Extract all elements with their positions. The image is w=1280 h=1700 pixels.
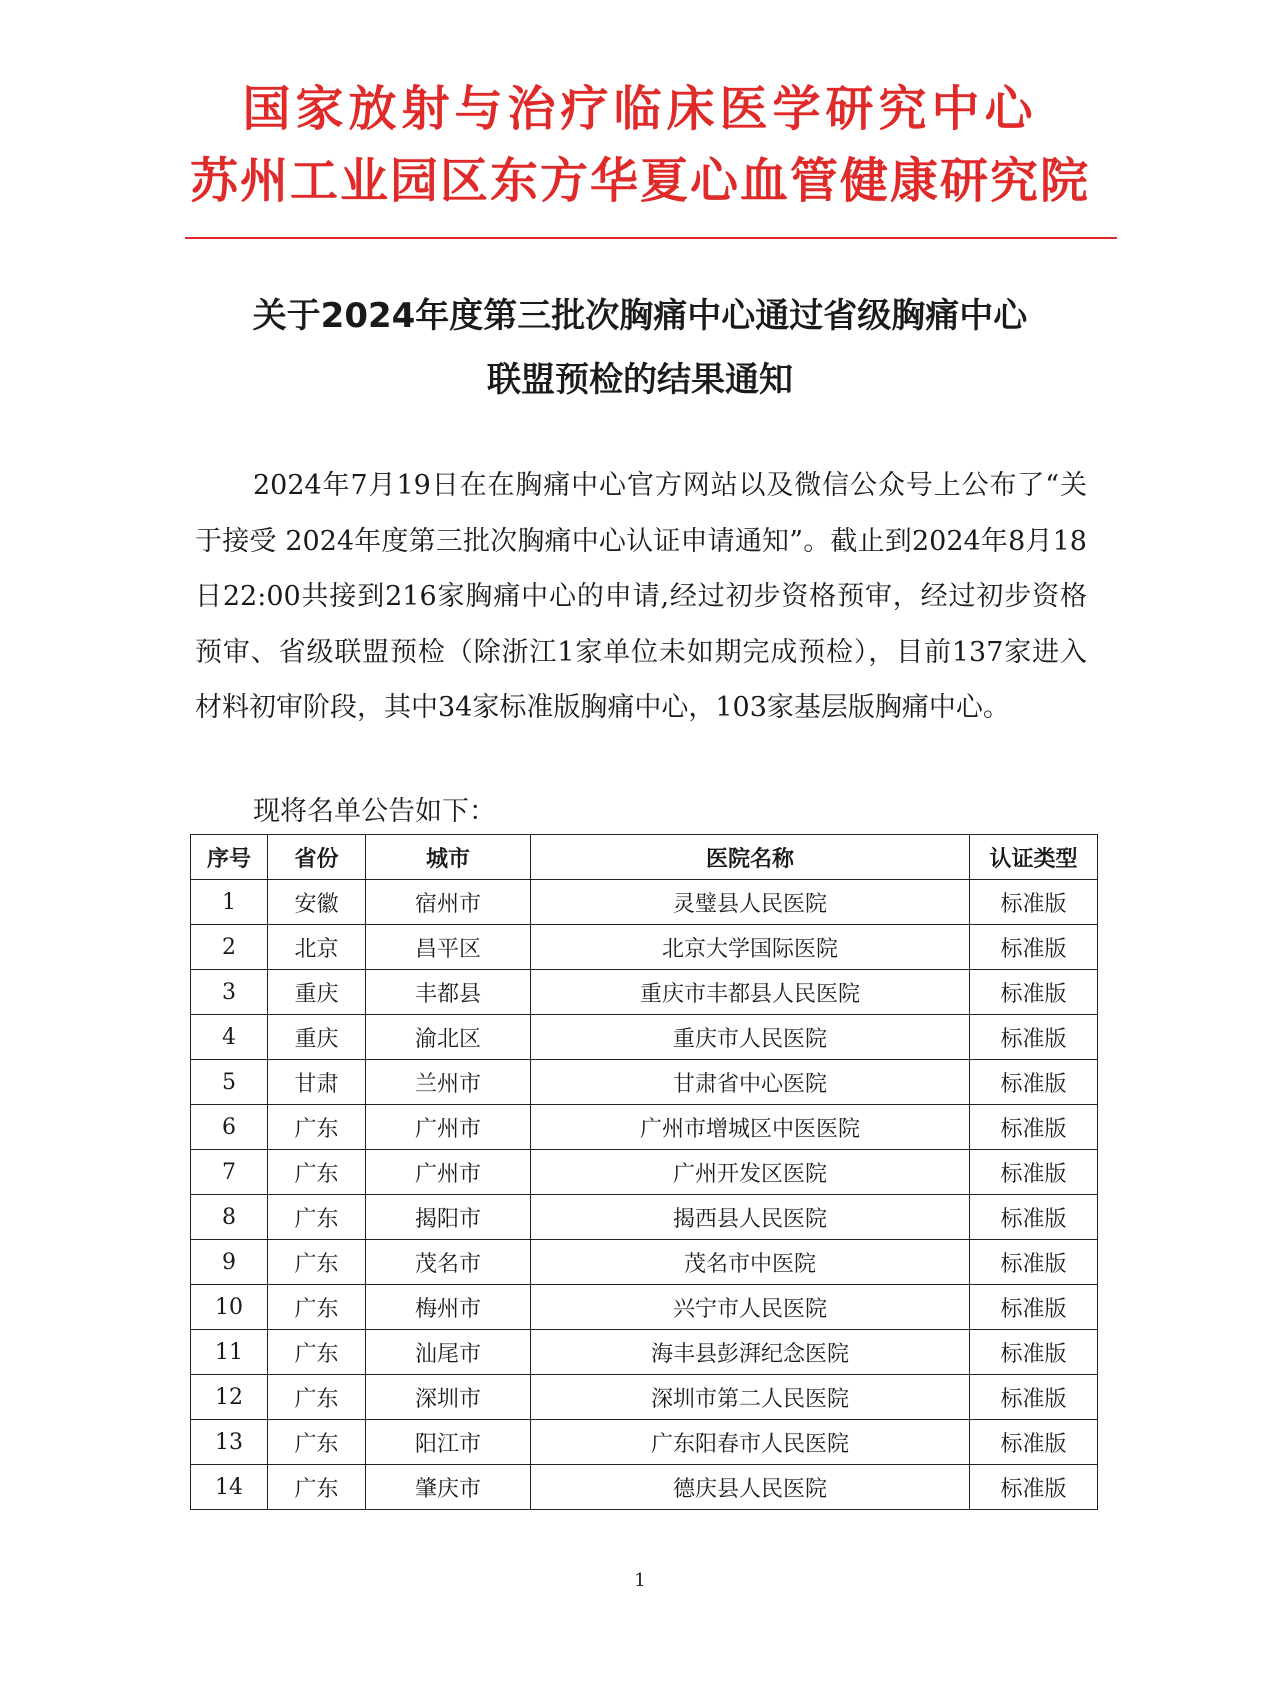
cell-city: 汕尾市	[366, 1330, 531, 1375]
table-header-row	[191, 835, 1098, 880]
header-cell-province: 省份	[268, 835, 366, 880]
cell-hospital: 海丰县彭湃纪念医院	[531, 1330, 970, 1375]
cell-city: 广州市	[366, 1150, 531, 1195]
cell-city: 肇庆市	[366, 1465, 531, 1510]
cell-hospital: 揭西县人民医院	[531, 1195, 970, 1240]
cell-cert-type: 标准版	[970, 1195, 1098, 1240]
cell-index: 9	[191, 1240, 268, 1285]
cell-cert-type: 标准版	[970, 1150, 1098, 1195]
table-row	[191, 1285, 1098, 1330]
cell-index: 6	[191, 1105, 268, 1150]
cell-cert-type: 标准版	[970, 1240, 1098, 1285]
cell-cert-type: 标准版	[970, 1375, 1098, 1420]
cell-province: 广东	[268, 1465, 366, 1510]
table-row	[191, 1060, 1098, 1105]
table-row	[191, 1195, 1098, 1240]
cell-hospital: 德庆县人民医院	[531, 1465, 970, 1510]
table-row	[191, 1465, 1098, 1510]
cell-cert-type: 标准版	[970, 925, 1098, 970]
cell-hospital: 广州市增城区中医医院	[531, 1105, 970, 1150]
cell-province: 广东	[268, 1375, 366, 1420]
cell-city: 茂名市	[366, 1240, 531, 1285]
table-row	[191, 1330, 1098, 1375]
cell-index: 3	[191, 970, 268, 1015]
cell-index: 7	[191, 1150, 268, 1195]
cell-cert-type: 标准版	[970, 1015, 1098, 1060]
cell-city: 阳江市	[366, 1420, 531, 1465]
cell-province: 重庆	[268, 970, 366, 1015]
cell-cert-type: 标准版	[970, 1105, 1098, 1150]
cell-province: 甘肃	[268, 1060, 366, 1105]
cell-index: 11	[191, 1330, 268, 1375]
org-name-line-2: 苏州工业园区东方华夏心血管健康研究院	[189, 153, 1090, 209]
header-cell-cert-type: 认证类型	[970, 835, 1098, 880]
cell-city: 兰州市	[366, 1060, 531, 1105]
cell-index: 10	[191, 1285, 268, 1330]
cell-province: 广东	[268, 1330, 366, 1375]
cell-city: 揭阳市	[366, 1195, 531, 1240]
cell-cert-type: 标准版	[970, 1465, 1098, 1510]
cell-index: 5	[191, 1060, 268, 1105]
cell-province: 广东	[268, 1150, 366, 1195]
org-name-line-1: 国家放射与治疗临床医学研究中心	[242, 81, 1038, 137]
cell-province: 广东	[268, 1240, 366, 1285]
cell-index: 8	[191, 1195, 268, 1240]
list-intro: 现将名单公告如下：	[253, 796, 496, 827]
cell-cert-type: 标准版	[970, 1060, 1098, 1105]
cell-province: 广东	[268, 1285, 366, 1330]
cell-hospital: 深圳市第二人民医院	[531, 1375, 970, 1420]
cell-hospital: 广州开发区医院	[531, 1150, 970, 1195]
cell-province: 广东	[268, 1420, 366, 1465]
cell-index: 2	[191, 925, 268, 970]
cell-province: 广东	[268, 1105, 366, 1150]
hospital-list-table	[190, 834, 1098, 1510]
cell-city: 梅州市	[366, 1285, 531, 1330]
cell-city: 深圳市	[366, 1375, 531, 1420]
header-cell-index: 序号	[191, 835, 268, 880]
cell-cert-type: 标准版	[970, 1330, 1098, 1375]
cell-cert-type: 标准版	[970, 880, 1098, 925]
notice-title-line-2: 联盟预检的结果通知	[487, 360, 793, 400]
table-row	[191, 880, 1098, 925]
cell-hospital: 重庆市丰都县人民医院	[531, 970, 970, 1015]
table-row	[191, 970, 1098, 1015]
cell-province: 重庆	[268, 1015, 366, 1060]
page-number: 1	[634, 1570, 646, 1591]
cell-cert-type: 标准版	[970, 970, 1098, 1015]
cell-city: 宿州市	[366, 880, 531, 925]
cell-city: 丰都县	[366, 970, 531, 1015]
table-body	[191, 880, 1098, 1510]
cell-hospital: 北京大学国际医院	[531, 925, 970, 970]
cell-hospital: 甘肃省中心医院	[531, 1060, 970, 1105]
cell-city: 昌平区	[366, 925, 531, 970]
cell-index: 13	[191, 1420, 268, 1465]
cell-hospital: 广东阳春市人民医院	[531, 1420, 970, 1465]
cell-hospital: 茂名市中医院	[531, 1240, 970, 1285]
cell-city: 广州市	[366, 1105, 531, 1150]
cell-province: 广东	[268, 1195, 366, 1240]
table-row	[191, 1420, 1098, 1465]
header-cell-city: 城市	[366, 835, 531, 880]
cell-province: 安徽	[268, 880, 366, 925]
cell-hospital: 灵璧县人民医院	[531, 880, 970, 925]
table-row	[191, 1375, 1098, 1420]
header-divider	[185, 237, 1117, 239]
cell-index: 12	[191, 1375, 268, 1420]
cell-hospital: 兴宁市人民医院	[531, 1285, 970, 1330]
cell-index: 14	[191, 1465, 268, 1510]
notice-body-paragraph: 2024年7月19日在在胸痛中心官方网站以及微信公众号上公布了“关于接受 2024年度第三批次胸痛中心认证申请通知”。截止到2024年8月18日22:00共接到216家胸痛中心的申请,经过初步资格预审，经过初步资格预审、省级联盟预检（除浙江1家单位未如期完成预检），目前137家进入材料初审阶段，其中34家标准版胸痛中心，103家基层版胸痛中心。	[195, 470, 1087, 723]
header-cell-hospital: 医院名称	[531, 835, 970, 880]
notice-title-line-1: 关于2024年度第三批次胸痛中心通过省级胸痛中心	[252, 296, 1028, 336]
cell-city: 渝北区	[366, 1015, 531, 1060]
cell-hospital: 重庆市人民医院	[531, 1015, 970, 1060]
table-row	[191, 1105, 1098, 1150]
cell-cert-type: 标准版	[970, 1285, 1098, 1330]
table-row	[191, 925, 1098, 970]
table-row	[191, 1015, 1098, 1060]
cell-cert-type: 标准版	[970, 1420, 1098, 1465]
cell-index: 4	[191, 1015, 268, 1060]
table-row	[191, 1150, 1098, 1195]
cell-province: 北京	[268, 925, 366, 970]
table-row	[191, 1240, 1098, 1285]
cell-index: 1	[191, 880, 268, 925]
